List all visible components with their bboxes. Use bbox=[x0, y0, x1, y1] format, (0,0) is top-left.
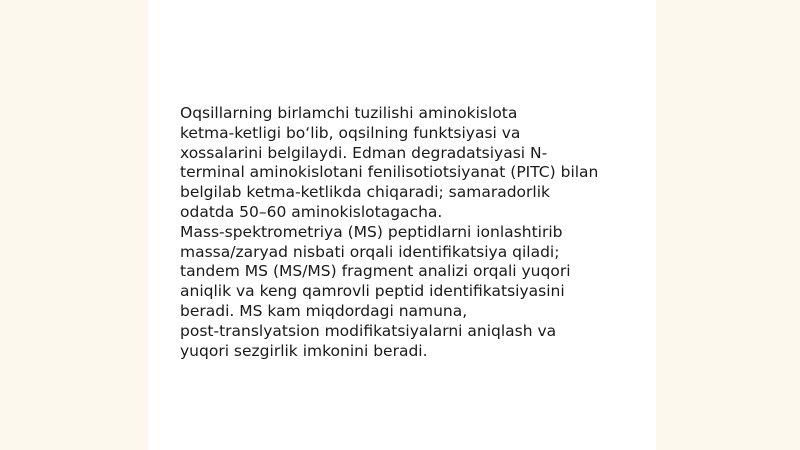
text-line-4: terminal aminokislotani fenilisotiotsiyanat (PITC) bilan bbox=[180, 163, 599, 182]
text-line-11: beradi. MS kam miqdordagi namuna, bbox=[180, 301, 468, 320]
text-line-9: tandem MS (MS/MS) fragment analizi orqali yuqori bbox=[180, 262, 571, 281]
text-line-10: aniqlik va keng qamrovli peptid identifikatsiyasini bbox=[180, 282, 565, 301]
text-line-2: ketma-ketligi bo‘lib, oqsilning funktsiyasi va bbox=[180, 123, 521, 142]
text-line-7: Mass-spektrometriya (MS) peptidlarni ionlashtirib bbox=[180, 222, 563, 241]
text-line-3: xossalarini belgilaydi. Edman degradatsiyasi N- bbox=[180, 143, 548, 162]
text-line-8: massa/zaryad nisbati orqali identifikatsiya qiladi; bbox=[180, 242, 560, 261]
document-page bbox=[148, 0, 656, 450]
text-line-13: yuqori sezgirlik imkonini beradi. bbox=[180, 341, 428, 360]
text-line-5: belgilab ketma-ketlikda chiqaradi; samaradorlik bbox=[180, 183, 550, 202]
text-line-1: Oqsillarning birlamchi tuzilishi aminokislota bbox=[180, 104, 518, 122]
body-text bbox=[180, 104, 630, 361]
text-line-12: post-translyatsion modifikatsiyalarni aniqlash va bbox=[180, 321, 557, 340]
text-line-6: odatda 50–60 aminokislotagacha. bbox=[180, 202, 443, 221]
